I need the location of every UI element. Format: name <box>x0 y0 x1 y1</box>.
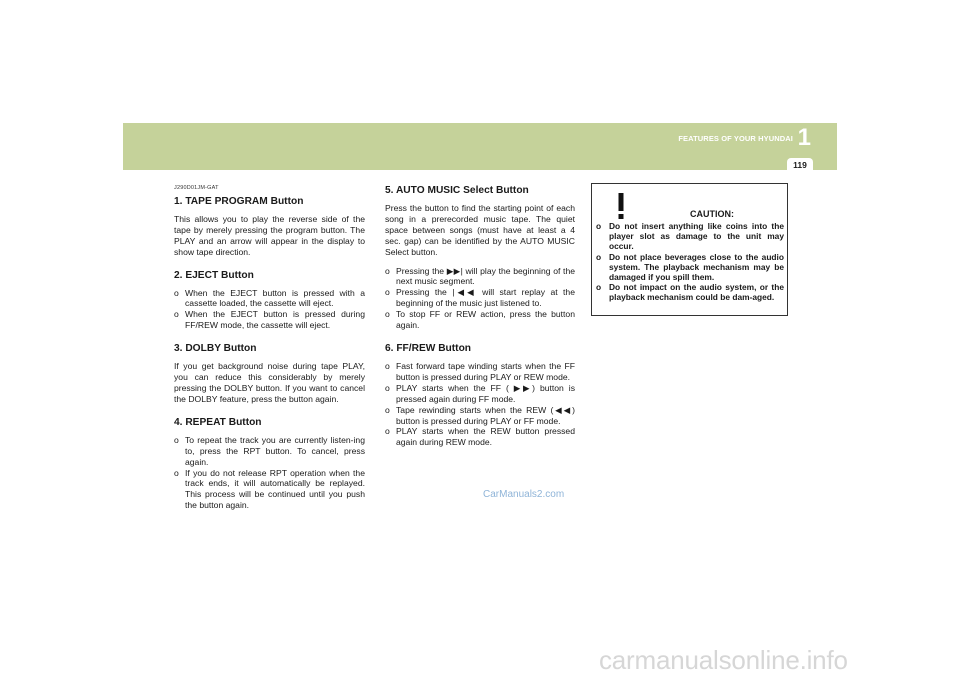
section-title: 1. TAPE PROGRAM Button <box>174 195 304 207</box>
section-title: 6. FF/REW Button <box>385 342 472 354</box>
bullet: o <box>596 282 602 293</box>
page-number: 119 <box>793 160 807 170</box>
bullet: o <box>385 287 390 298</box>
bullet: o <box>385 382 390 393</box>
section-title: 4. REPEAT Button <box>174 416 262 428</box>
chapter-banner <box>123 123 837 170</box>
warning-icon <box>606 188 636 222</box>
bullet: o <box>174 434 179 445</box>
bullet: o <box>385 360 390 371</box>
middle-column <box>385 185 575 448</box>
list-item: o Tape rewinding starts when the REW (◀◀) button is pressed during PLAY or FF mode. <box>385 404 575 426</box>
list-item: o Do not impact on the audio system, or the playback mechanism could be dam-aged. <box>596 282 784 303</box>
list-item: o Do not insert anything like coins into the player slot as damage to the unit may occur. <box>596 221 784 252</box>
section-title: 2. EJECT Button <box>174 269 254 281</box>
section-title: 3. DOLBY Button <box>174 343 257 355</box>
bullet: o <box>174 309 179 320</box>
section-body: Press the button to find the starting point of each song in a prerecorded music tape. The quiet space between songs (must have at least a 4 sec. gap) can be identified by the AUTO MUSIC Select button. <box>385 203 575 257</box>
section-title: 5. AUTO MUSIC Select Button <box>385 185 529 196</box>
list-item: o When the EJECT button is pressed during FF/REW mode, the cassette will eject. <box>174 309 365 331</box>
bullet: o <box>385 265 390 276</box>
list-item: o Pressing the |◀◀ will start replay at the beginning of the music just listened to. <box>385 287 575 309</box>
watermark-link[interactable]: CarManuals2.com <box>483 489 565 500</box>
list-item: o Do not place beverages close to the audio system. The playback mechanism may be damaged if you spill them. <box>596 251 784 283</box>
list-item: o When the EJECT button is pressed with a cassette loaded, the cassette will eject. <box>174 287 365 309</box>
bullet: o <box>385 404 390 415</box>
caution-list <box>596 221 784 303</box>
list-item: o Fast forward tape winding starts when the FF button is pressed during PLAY or REW mode. <box>385 360 575 382</box>
bullet: o <box>385 426 390 437</box>
chapter-title: FEATURES OF YOUR HYUNDAI <box>678 134 793 143</box>
bullet: o <box>174 467 179 478</box>
list-item: o If you do not release RPT operation when the track ends, it will automatically be replayed. This process will be continued until you push the button again. <box>174 467 365 511</box>
list-item: o Pressing the ▶▶| will play the beginning of the next music segment. <box>385 265 575 287</box>
list-item: o To repeat the track you are currently listen-ing to, press the RPT button. To cancel, press again. <box>174 434 365 467</box>
bullet: o <box>174 287 179 298</box>
footer-watermark: carmanualsonline.info <box>599 645 848 675</box>
reference-code: J290D01JM-GAT <box>174 185 219 191</box>
list-item: o PLAY starts when the FF ( ▶▶) button is pressed again during FF mode. <box>385 382 575 404</box>
bullet: o <box>596 251 602 262</box>
left-column <box>174 183 365 511</box>
list-item: o To stop FF or REW action, press the button again. <box>385 309 575 331</box>
caution-box <box>591 183 788 316</box>
list-item: o PLAY starts when the REW button pressed again during REW mode. <box>385 426 575 448</box>
section-body: This allows you to play the reverse side of the tape by merely pressing the program button. The PLAY and an arrow will appear in the display to show tape direction. <box>174 213 365 257</box>
section-body: If you get background noise during tape PLAY, you can reduce this considerably by merely pressing the DOLBY button. If you want to cancel the DOLBY feature, press the button again. <box>174 361 365 404</box>
caution-title: CAUTION: <box>690 209 734 219</box>
chapter-number: 1 <box>797 124 811 151</box>
bullet: o <box>596 221 602 231</box>
bullet: o <box>385 309 390 320</box>
